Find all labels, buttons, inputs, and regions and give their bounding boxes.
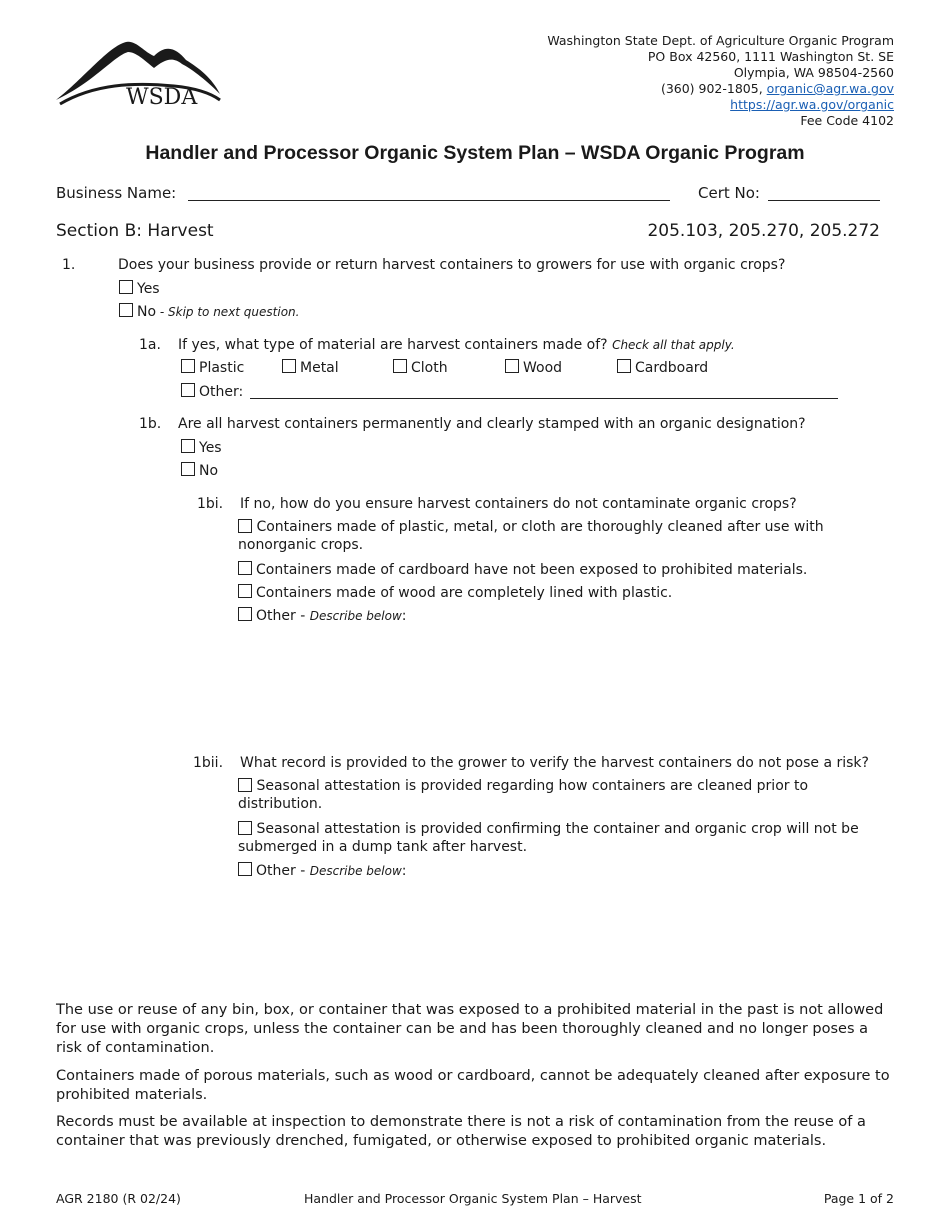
question-1bi-text: If no, how do you ensure harvest containers do not contaminate organic crops? xyxy=(240,496,797,512)
plastic-label: Plastic xyxy=(199,360,245,376)
q1bi-option-2 xyxy=(238,561,807,579)
q1bi-opt1-label: Containers made of plastic, metal, or cloth are thoroughly cleaned after use with nonorganic crops. xyxy=(238,519,824,553)
logo-text: WSDA xyxy=(126,85,198,110)
q1b-no-option xyxy=(181,462,218,480)
page-number: Page 1 of 2 xyxy=(823,1191,894,1206)
question-1-text: Does your business provide or return harvest containers to growers for use with organic crops? xyxy=(118,257,786,273)
q1-yes-checkbox[interactable] xyxy=(119,280,133,294)
question-1bi-number: 1bi. xyxy=(197,496,224,512)
q1bii-option-other xyxy=(238,862,406,880)
cardboard-checkbox[interactable] xyxy=(617,359,631,373)
address-line-3: Olympia, WA 98504-2560 xyxy=(733,65,894,80)
q1bii-option-1 xyxy=(238,777,858,813)
q1bi-opt2-label: Containers made of cardboard have not been exposed to prohibited materials. xyxy=(256,562,808,578)
question-1bii-text: What record is provided to the grower to verify the harvest containers do not pose a risk? xyxy=(240,755,869,771)
question-1b-text: Are all harvest containers permanently and clearly stamped with an organic designation? xyxy=(178,416,806,432)
q1a-option-metal xyxy=(282,359,339,377)
phone-number: (360) 902-1805, xyxy=(660,81,763,96)
q1-no-option xyxy=(119,303,299,321)
cloth-label: Cloth xyxy=(411,360,448,376)
q1a-option-other xyxy=(181,383,243,401)
address-line-1: Washington State Dept. of Agriculture Organic Program xyxy=(547,33,894,48)
q1a-option-plastic xyxy=(181,359,244,377)
q1-yes-option xyxy=(119,280,160,298)
other-material-checkbox[interactable] xyxy=(181,383,195,397)
q1bi-opt1-checkbox[interactable] xyxy=(238,519,252,533)
email-link[interactable]: organic@agr.wa.gov xyxy=(766,81,894,96)
cardboard-label: Cardboard xyxy=(635,360,709,376)
q1b-no-label: No xyxy=(199,463,219,479)
contact-line xyxy=(547,81,894,97)
question-1a-note: Check all that apply. xyxy=(612,338,735,352)
q1bi-opt3-checkbox[interactable] xyxy=(238,584,252,598)
q1bii-describe-area[interactable] xyxy=(238,885,878,985)
plastic-checkbox[interactable] xyxy=(181,359,195,373)
q1bii-other-label: Other - Describe below: xyxy=(256,863,407,879)
business-name-field[interactable] xyxy=(188,200,670,201)
q1bii-other-checkbox[interactable] xyxy=(238,862,252,876)
q1bi-other-label: Other - Describe below: xyxy=(256,608,407,624)
note-records: Records must be available at inspection to demonstrate there is not a risk of contamination from the reuse of a container that was previously drenched, fumigated, or otherwise exposed to prohibited organic materials. xyxy=(56,1114,866,1149)
metal-checkbox[interactable] xyxy=(282,359,296,373)
q1b-yes-option xyxy=(181,439,222,457)
q1bi-describe-area[interactable] xyxy=(238,630,878,740)
q1-yes-label: Yes xyxy=(137,281,160,297)
q1bi-opt2-checkbox[interactable] xyxy=(238,561,252,575)
q1a-option-wood xyxy=(505,359,562,377)
q1bi-option-1 xyxy=(238,518,878,554)
agency-address xyxy=(547,33,894,129)
form-id: AGR 2180 (R 02/24) xyxy=(56,1191,181,1206)
wood-checkbox[interactable] xyxy=(505,359,519,373)
fee-code: Fee Code 4102 xyxy=(800,113,894,128)
q1bii-opt2-label: Seasonal attestation is provided confirming the container and organic crop will not be submerged in a dump tank after harvest. xyxy=(238,821,859,855)
q1bii-opt1-checkbox[interactable] xyxy=(238,778,252,792)
page-title: Handler and Processor Organic System Plan – WSDA Organic Program xyxy=(145,142,805,164)
metal-label: Metal xyxy=(300,360,339,376)
wood-label: Wood xyxy=(523,360,563,376)
other-material-label: Other: xyxy=(199,384,244,400)
q1b-no-checkbox[interactable] xyxy=(181,462,195,476)
q1bii-opt2-checkbox[interactable] xyxy=(238,821,252,835)
cert-no-field[interactable] xyxy=(768,200,880,201)
section-references: 205.103, 205.270, 205.272 xyxy=(647,221,880,241)
q1-no-note: - Skip to next question. xyxy=(156,305,300,319)
q1bi-opt3-label: Containers made of wood are completely lined with plastic. xyxy=(256,585,673,601)
note-reuse: The use or reuse of any bin, box, or container that was exposed to a prohibited material in the past is not allowed for use with organic crops, unless the container can be and has been thoroughly cleaned and no longer poses a risk of contamination. xyxy=(56,1002,884,1056)
question-1b-number: 1b. xyxy=(139,416,162,432)
business-name-label: Business Name: xyxy=(56,184,177,202)
q1b-yes-label: Yes xyxy=(199,440,222,456)
question-1bii-number: 1bii. xyxy=(193,755,224,771)
other-material-field[interactable] xyxy=(250,398,838,399)
q1a-option-cardboard xyxy=(617,359,708,377)
q1bi-option-3 xyxy=(238,584,672,602)
cert-no-label: Cert No: xyxy=(698,184,760,202)
section-title: Section B: Harvest xyxy=(56,221,214,241)
footer-title: Handler and Processor Organic System Plan – Harvest xyxy=(304,1191,642,1206)
q1-no-checkbox[interactable] xyxy=(119,303,133,317)
q1a-option-cloth xyxy=(393,359,448,377)
address-line-2: PO Box 42560, 1111 Washington St. SE xyxy=(647,49,894,64)
q1bii-option-2 xyxy=(238,820,888,856)
q1-no-label: No - Skip to next question. xyxy=(137,304,300,320)
question-1-number: 1. xyxy=(62,257,76,273)
question-1a-text: If yes, what type of material are harvest containers made of? Check all that apply. xyxy=(178,337,735,353)
question-1a-number: 1a. xyxy=(139,337,161,353)
note-porous: Containers made of porous materials, such as wood or cardboard, cannot be adequately cleaned after exposure to prohibited materials. xyxy=(56,1068,890,1103)
q1bi-other-checkbox[interactable] xyxy=(238,607,252,621)
cloth-checkbox[interactable] xyxy=(393,359,407,373)
website-link[interactable]: https://agr.wa.gov/organic xyxy=(730,97,894,112)
q1b-yes-checkbox[interactable] xyxy=(181,439,195,453)
q1bi-option-other xyxy=(238,607,406,625)
q1bii-opt1-label: Seasonal attestation is provided regarding how containers are cleaned prior to distribution. xyxy=(238,778,809,812)
wsda-logo xyxy=(54,38,224,112)
